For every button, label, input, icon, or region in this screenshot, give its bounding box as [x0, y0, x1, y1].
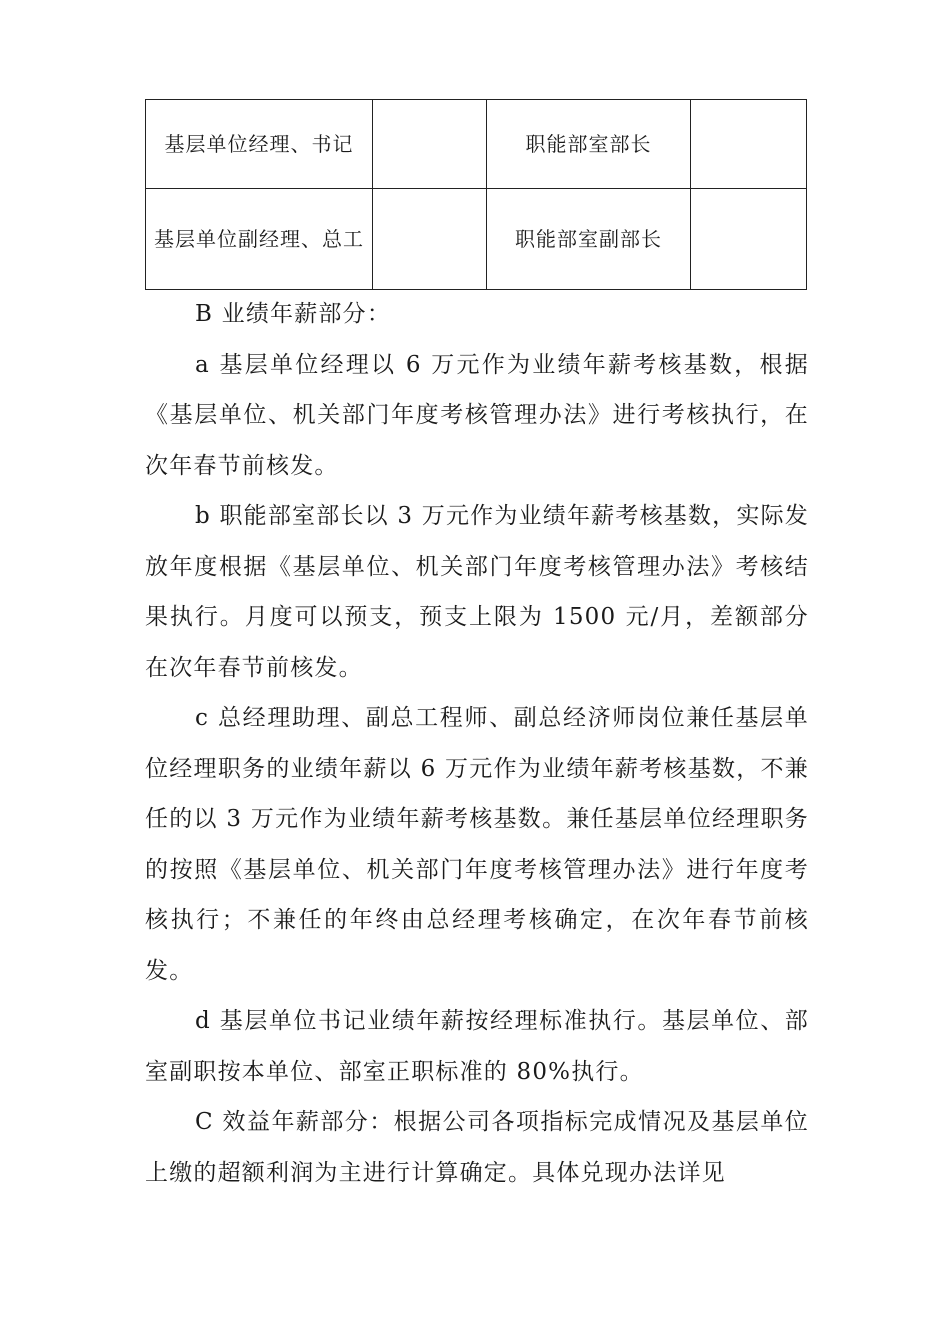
section-heading-benefit-salary: C 效益年薪部分：根据公司各项指标完成情况及基层单位上缴的超额利润为主进行计算确定。具体兑现办法详见 [145, 1109, 809, 1186]
table-row [146, 189, 807, 290]
body-text [145, 289, 809, 1198]
salary-grade-table [145, 99, 807, 290]
table-cell-position: 基层单位副经理、总工 [146, 189, 373, 290]
table-cell-value [373, 189, 487, 290]
table-cell-value [691, 100, 807, 189]
paragraph-d: d 基层单位书记业绩年薪按经理标准执行。基层单位、部室副职按本单位、部室正职标准的 80%执行。 [145, 1008, 809, 1085]
table-cell-value [373, 100, 487, 189]
table-cell-position: 职能部室部长 [486, 100, 691, 189]
paragraph-a: a 基层单位经理以 6 万元作为业绩年薪考核基数，根据《基层单位、机关部门年度考核管理办法》进行考核执行，在次年春节前核发。 [145, 351, 809, 479]
paragraph-c: c 总经理助理、副总工程师、副总经济师岗位兼任基层单位经理职务的业绩年薪以 6 万元作为业绩年薪考核基数，不兼任的以 3 万元作为业绩年薪考核基数。兼任基层单位经理职务的按照《基层单位、机关部门年度考核管理办法》进行年度考核执行；不兼任的年终由总经理考核确定，在次年春节前核发。 [145, 705, 809, 984]
table-cell-position: 基层单位经理、书记 [146, 100, 373, 189]
section-heading-performance-salary: B 业绩年薪部分： [195, 301, 392, 327]
table-row [146, 100, 807, 189]
paragraph-b: b 职能部室部长以 3 万元作为业绩年薪考核基数，实际发放年度根据《基层单位、机关部门年度考核管理办法》考核结果执行。月度可以预支，预支上限为 1500 元/月，差额部分在次年春节前核发。 [145, 503, 809, 681]
table-cell-position: 职能部室副部长 [486, 189, 691, 290]
table-cell-value [691, 189, 807, 290]
